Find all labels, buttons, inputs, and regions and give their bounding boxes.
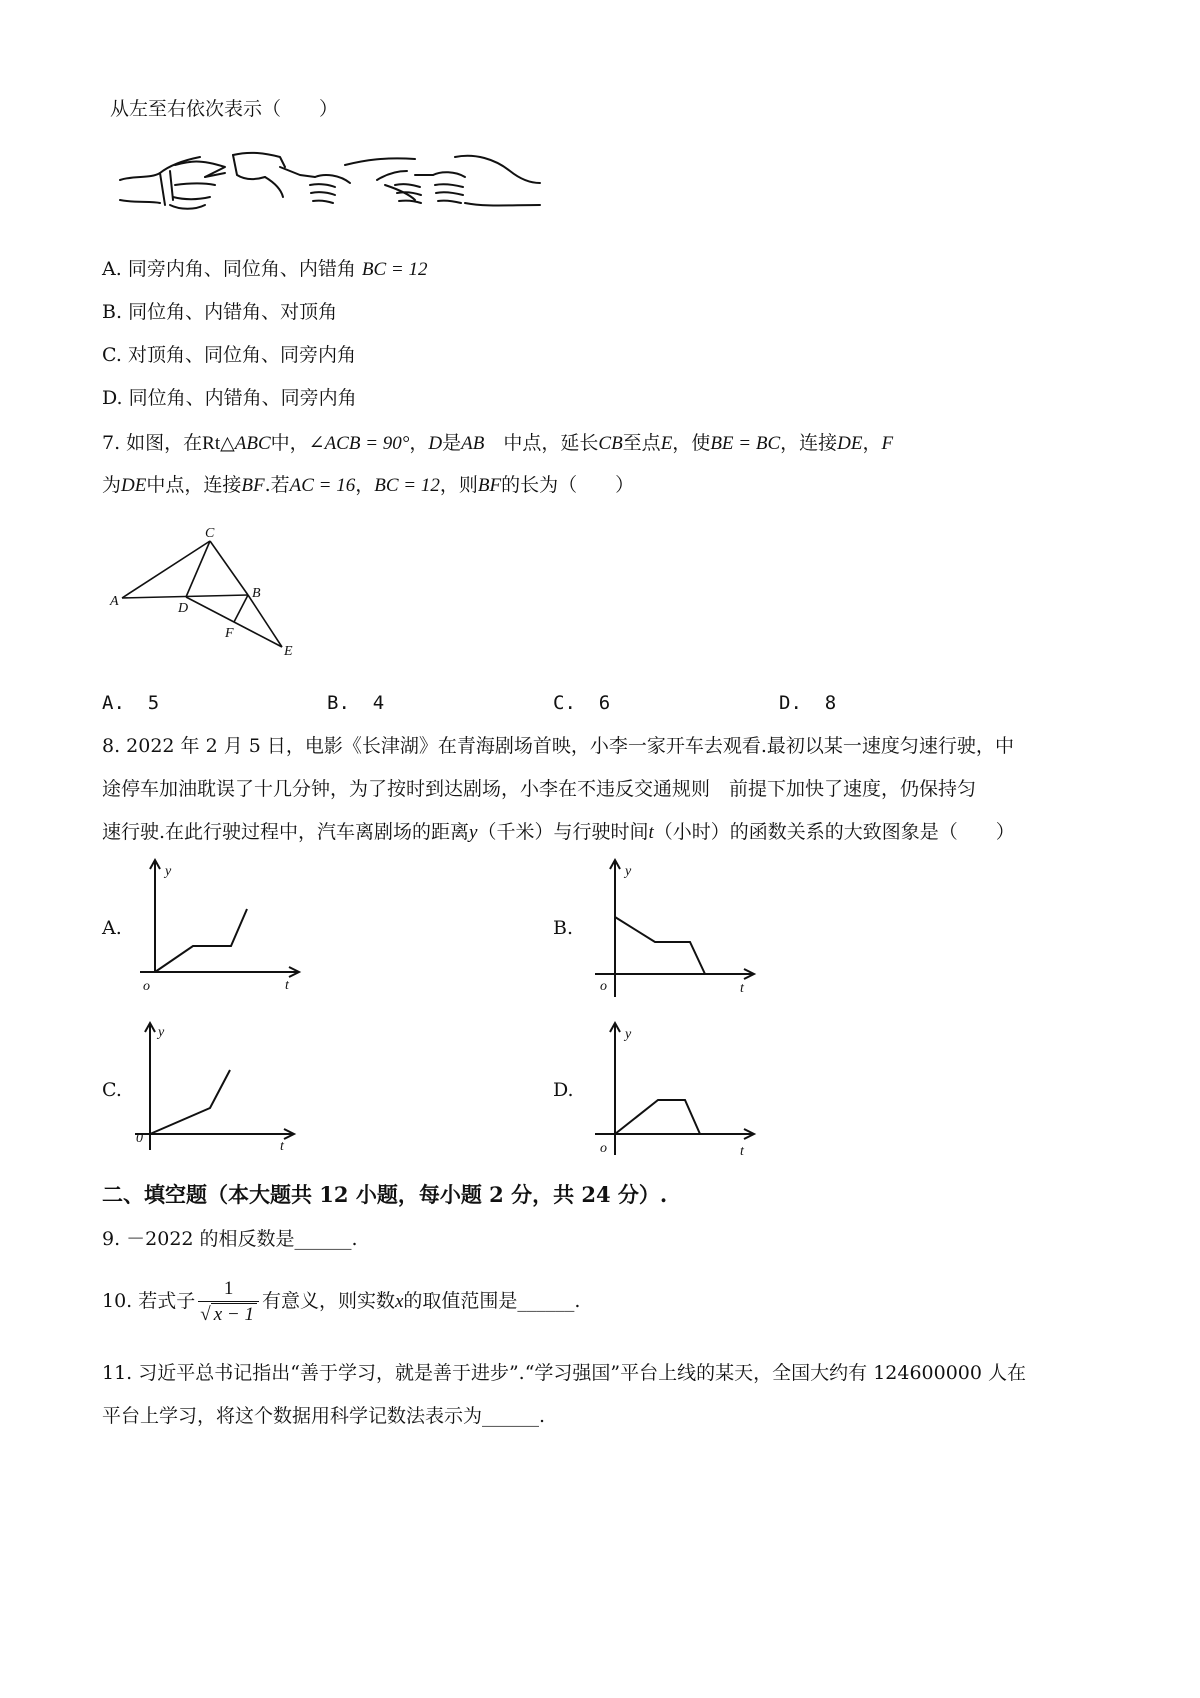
q6-option-a-extra: BC = 12 xyxy=(361,259,428,280)
section-2-heading: 二、填空题（本大题共 12 小题，每小题 2 分，共 24 分）. xyxy=(102,1182,668,1207)
q8-option-a-label[interactable]: A. xyxy=(102,917,122,939)
svg-text:y: y xyxy=(158,1025,165,1040)
q10-fraction: $\frac{1}{√ x - 1}$ xyxy=(198,1277,259,1328)
svg-text:0: 0 xyxy=(136,1131,143,1146)
q8-option-c-label[interactable]: C. xyxy=(102,1079,122,1101)
q6-option-a-text: 同旁内角、同位角、内错角 xyxy=(127,258,356,280)
q8-option-b-label[interactable]: B. xyxy=(553,917,574,939)
q6-option-c-text: 对顶角、同位角、同旁内角 xyxy=(127,344,356,366)
hand-gestures-illustration xyxy=(115,145,545,235)
graph-a-path xyxy=(155,909,247,972)
segment-ab xyxy=(122,595,248,598)
q6-option-d-text: 同位角、内错角、同旁内角 xyxy=(128,387,357,409)
q8-graph-a[interactable] xyxy=(135,857,305,997)
svg-text:o: o xyxy=(600,1141,607,1156)
segment-cb xyxy=(210,541,248,595)
q6-option-c[interactable] xyxy=(102,342,356,368)
segment-bf xyxy=(234,595,248,622)
q6-option-d-letter: D. xyxy=(102,387,123,409)
q7-option-d[interactable]: D. 8 xyxy=(779,692,837,714)
q6-option-b-letter: B. xyxy=(102,301,123,323)
q7-option-b[interactable]: B. 4 xyxy=(327,692,385,714)
label-e: E xyxy=(284,644,293,659)
label-c: C xyxy=(205,526,215,541)
q6-option-d[interactable] xyxy=(102,385,357,411)
svg-text:t: t xyxy=(740,1144,744,1159)
label-a: A xyxy=(110,594,119,609)
q7-line-2: 为DE中点，连接BF.若AC = 16，BC = 12，则BF的长为（ ） xyxy=(102,474,635,496)
svg-text:t: t xyxy=(740,981,744,996)
label-d: D xyxy=(178,601,189,616)
q8-line-3: 速行驶.在此行驶过程中，汽车离剧场的距离y（千米）与行驶时间t（小时）的函数关系的大致图象是（ ） xyxy=(102,821,1015,843)
q11-line-2: 平台上学习，将这个数据用科学记数法表示为______. xyxy=(102,1405,546,1427)
segment-ac xyxy=(122,541,210,598)
q8-graph-b[interactable] xyxy=(590,857,760,997)
q6-stem: 从左至右依次表示（ ） xyxy=(110,98,339,120)
q8-option-d-label[interactable]: D. xyxy=(553,1079,574,1101)
svg-text:o: o xyxy=(143,979,150,994)
label-b: B xyxy=(252,586,261,601)
svg-text:t: t xyxy=(285,978,289,993)
q7-option-a[interactable]: A. 5 xyxy=(102,692,160,714)
q9-text: 9. －2022 的相反数是______. xyxy=(102,1228,358,1250)
q7-line-1: 7. 如图，在Rt△ABC中，∠ACB = 90°，D是AB 中点，延长CB至点E，使BE = BC，连接DE，F xyxy=(102,432,894,454)
q6-option-a[interactable] xyxy=(102,256,427,283)
graph-c-path xyxy=(150,1070,230,1134)
q6-option-a-letter: A. xyxy=(102,258,122,280)
q8-line-2: 途停车加油耽误了十几分钟，为了按时到达剧场，小李在不违反交通规则 前提下加快了速度，仍保持匀 xyxy=(102,778,977,800)
q6-option-b[interactable] xyxy=(102,299,337,325)
segment-be xyxy=(248,595,282,647)
q7-option-c[interactable]: C. 6 xyxy=(553,692,611,714)
svg-text:y: y xyxy=(165,864,172,879)
q8-graph-d[interactable] xyxy=(590,1020,760,1160)
q7-triangle-figure xyxy=(110,525,310,665)
graph-b-path xyxy=(615,917,705,974)
q8-graph-c[interactable] xyxy=(130,1020,300,1160)
q6-option-b-text: 同位角、内错角、对顶角 xyxy=(128,301,338,323)
q8-line-1: 8. 2022 年 2 月 5 日，电影《长津湖》在青海剧场首映，小李一家开车去观看.最初以某一速度匀速行驶，中 xyxy=(102,735,1014,757)
label-f: F xyxy=(225,626,234,641)
q11-line-1: 11. 习近平总书记指出“善于学习，就是善于进步”.“学习强国”平台上线的某天，全国大约有 124600000 人在 xyxy=(102,1362,1027,1384)
svg-text:t: t xyxy=(280,1139,284,1154)
q10-text: 10. 若式子 $\frac{1}{√ x - 1}$ 有意义，则实数x的取值范围是______. xyxy=(102,1275,580,1328)
svg-text:o: o xyxy=(600,979,607,994)
svg-text:y: y xyxy=(625,864,632,879)
graph-d-path xyxy=(615,1100,700,1134)
svg-text:y: y xyxy=(625,1027,632,1042)
q6-option-c-letter: C. xyxy=(102,344,122,366)
